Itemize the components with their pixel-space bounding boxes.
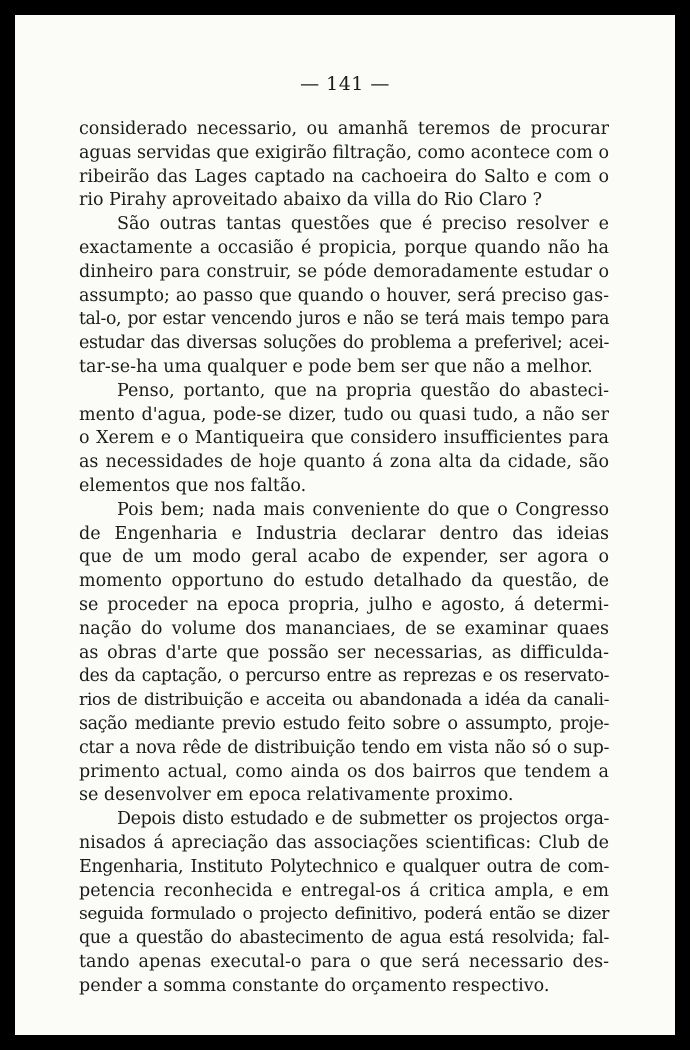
text-line: estudar das diversas soluções do problema a preferivel; acei- [79,333,609,354]
paragraph [79,808,609,998]
text-line: as obras d'arte que possão ser necessarias, as difficulda- [79,642,609,663]
text-line: sação mediante previo estudo feito sobre o assumpto, proje- [79,713,609,734]
body-text [79,118,609,998]
text-line: petencia reconhecida e entregal-os á critica ampla, e em [79,880,609,901]
text-line: primento actual, como ainda os dos bairros que tendem a [79,761,609,782]
text-line: se desenvolver em epoca relativamente proximo. [79,785,514,806]
text-line: nação do volume dos mananciaes, de se examinar quaes [79,618,609,639]
paragraph [79,118,609,213]
text-line: aguas servidas que exigirão filtração, como acontece com o [79,142,609,163]
text-line: exactamente a occasião é propicia, porque quando não ha [79,237,609,258]
text-line: des da captação, o percurso entre as reprezas e os reservato- [79,666,609,687]
text-line: se proceder na epoca propria, julho e agosto, á determi- [79,594,609,615]
text-line: Engenharia, Instituto Polytechnico e qualquer outra de com- [79,856,609,877]
text-line: elementos que nos faltão. [79,475,307,496]
text-line: rio Pirahy aproveitado abaixo da villa do Rio Claro ? [79,190,543,211]
text-line: tal-o, por estar vencendo juros e não se terá mais tempo para [79,309,609,330]
text-line: dinheiro para construir, se póde demoradamente estudar o [79,261,609,282]
text-line: pender a somma constante do orçamento respectivo. [79,975,550,996]
book-page [15,15,675,1035]
text-line: momento opportuno do estudo detalhado da questão, de [79,571,609,592]
text-line: assumpto; ao passo que quando o houver, será preciso gas- [79,285,609,306]
text-line: as necessidades de hoje quanto á zona alta da cidade, são [79,452,609,473]
paragraph [79,380,609,499]
text-line: seguida formulado o projecto definitivo, poderá então se dizer [79,904,609,925]
text-line: o Xerem e o Mantiqueira que considero insufficientes para [79,428,609,449]
text-line: tando apenas executal-o para o que será necessario des- [79,951,609,972]
text-line: São outras tantas questões que é preciso resolver e [117,214,609,235]
text-line: Pois bem; nada mais conveniente do que o Congresso [117,499,609,520]
text-line: tar-se-ha uma qualquer e pode bem ser que não a melhor. [79,356,593,377]
text-line: ctar a nova rêde de distribuição tendo em vista não só o sup- [79,737,609,758]
paragraph [79,213,609,380]
text-line: de Engenharia e Industria declarar dentro das ideias [79,523,609,544]
text-line: que de um modo geral acabo de expender, ser agora o [79,547,609,568]
text-line: Penso, portanto, que na propria questão do abasteci- [117,380,609,401]
text-line: Depois disto estudado e de submetter os projectos orga- [117,809,609,830]
text-line: que a questão do abastecimento de agua está resolvida; fal- [79,928,609,949]
paragraph [79,499,609,808]
text-line: mento d'agua, pode-se dizer, tudo ou quasi tudo, a não ser [79,404,609,425]
page-number: — 141 — [300,73,390,95]
text-line: rios de distribuição e acceita ou abandonada a idéa da canali- [79,690,609,711]
text-line: considerado necessario, ou amanhã teremos de procurar [79,119,609,139]
text-line: nisados á apreciação das associações scientificas: Club de [79,832,609,853]
text-line: ribeirão das Lages captado na cachoeira do Salto e com o [79,166,609,187]
